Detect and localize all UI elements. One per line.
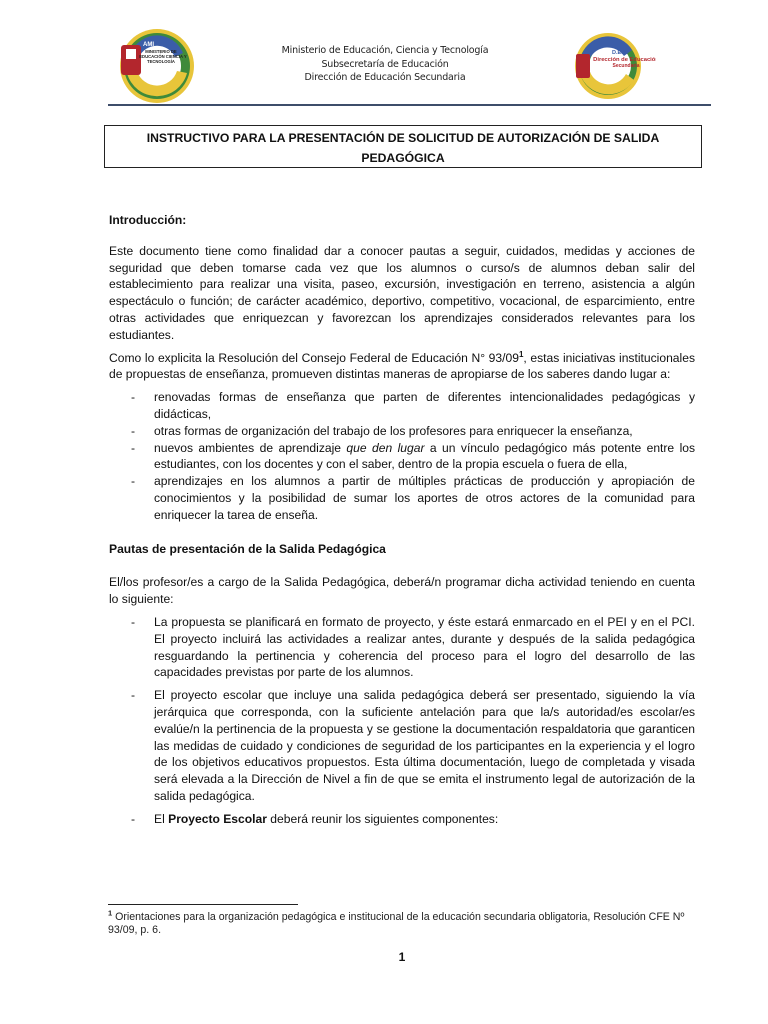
- ministry-seal-icon: [117, 27, 197, 105]
- list-item-strong: Proyecto Escolar: [168, 811, 267, 826]
- letterhead-direction: Dirección de Educación Secundaria: [304, 72, 466, 83]
- letterhead-subsecretary: Subsecretaría de Educación: [321, 58, 449, 70]
- footnote-text: Orientaciones para la organización pedagógica e institucional de la educación secundaria obligatoria, Resolución CFE Nº 93/09, p. 6.: [108, 911, 685, 936]
- list-item-text: El proyecto escolar que incluye una salida pedagógica deberá ser presentado, siguiendo la vía jerárquica que corresponda, con la suficiente antelación para que la/s autoridad/es escolar/es evalúe/n la pertinencia de la propuesta y se gestione la documentación respaldatoria que garanticen las medidas de cuidado y condiciones de seguridad de los participantes en la experiencia y el logro de los objetivos educativos propuestos. Esta última documentación, luego de completada y visada será elevada a la Dirección de Nivel a fin de que se emita el instrumento legal de autorización de la salida pedagógica.: [154, 688, 695, 803]
- letterhead: [240, 44, 530, 85]
- dash-marker: -: [131, 614, 136, 629]
- list-item-text: nuevos ambientes de aprendizaje: [154, 440, 347, 455]
- list-item: [109, 423, 695, 440]
- list-item: [109, 614, 695, 681]
- dash-marker: -: [131, 423, 136, 438]
- dash-marker: -: [131, 688, 136, 703]
- des-logo: [574, 30, 656, 102]
- dash-marker: -: [131, 390, 136, 405]
- svg-text:TECNOLOGÍA: TECNOLOGÍA: [147, 59, 175, 64]
- ministry-logo: [117, 27, 197, 105]
- list-item-text: renovadas formas de enseñanza que parten de diferentes intencionalidades pedagógicas y didácticas,: [154, 390, 695, 421]
- document-title-line2: PEDAGÓGICA: [361, 151, 445, 165]
- footnote-reference: 1: [518, 349, 524, 359]
- list-item-text-rest: deberá reunir los siguientes componentes:: [266, 811, 499, 826]
- document-title-box: [104, 125, 702, 168]
- list-item: [109, 687, 695, 805]
- dash-marker: -: [131, 811, 136, 826]
- pautas-paragraph: El/los profesor/es a cargo de la Salida Pedagógica, deberá/n programar dicha actividad teniendo en cuenta lo siguiente:: [109, 575, 695, 607]
- header-rule: [108, 104, 711, 106]
- intro-paragraph-1: Este documento tiene como finalidad dar a conocer pautas a seguir, cuidados, medidas y acciones de seguridad que deben tomarse cada vez que los alumnos o curso/s de alumnos deban salir del establecimiento para realizar una visita, paseo, excursión, investigación en terreno, asistencia a algún espectáculo o función; de carácter académico, deportivo, competitivo, vocacional, de esparcimiento, entre otras actividades que enriquezcan y favorezcan los aprendizajes considerados relevantes para los estudiantes.: [109, 243, 695, 342]
- dash-marker: -: [131, 440, 136, 455]
- intro-heading: Introducción:: [109, 213, 187, 227]
- intro-bullet-list: [109, 389, 695, 523]
- list-item: [109, 389, 695, 423]
- intro-paragraph-2-text: Como lo explicita la Resolución del Consejo Federal de Educación N° 93/09: [109, 350, 519, 365]
- pautas-heading: Pautas de presentación de la Salida Pedagógica: [109, 541, 386, 556]
- document-title-line1: INSTRUCTIVO PARA LA PRESENTACIÓN DE SOLICITUD DE AUTORIZACIÓN DE SALIDA: [146, 131, 660, 145]
- list-item-emphasis: que den lugar: [346, 440, 425, 455]
- footnote: [108, 908, 698, 937]
- page-number: 1: [398, 950, 406, 964]
- svg-text:Dirección de Educación: Dirección de Educación: [593, 57, 656, 63]
- des-abbr: D.E.S.: [612, 50, 628, 56]
- list-item: [109, 473, 695, 523]
- list-item-text: El: [154, 811, 169, 826]
- document-body: [109, 212, 695, 834]
- list-item: [109, 811, 695, 828]
- list-item: [109, 440, 695, 474]
- svg-text:MINISTERIO DE: MINISTERIO DE: [145, 49, 177, 54]
- dash-marker: -: [131, 474, 136, 489]
- pautas-bullet-list: [109, 614, 695, 828]
- list-item-text: otras formas de organización del trabajo de los profesores para enriquecer la enseñanza,: [154, 423, 633, 438]
- list-item-text: La propuesta se planificará en formato de proyecto, y éste estará enmarcado en el PEI y en el PCI. El proyecto incluirá las actividades a realizar antes, durante y después de la salida pedagógica resguardando la pertinencia y coherencia del proceso para el logro del desarrollo de las capacidades previstas por parte de los alumnos.: [154, 614, 695, 680]
- svg-text:AMI: AMI: [143, 42, 154, 48]
- des-seal-icon: [574, 30, 656, 102]
- footnote-rule: [108, 904, 298, 905]
- intro-paragraph-2: [109, 350, 695, 384]
- list-item-text-rest: a un vínculo pedagógico más potente entre los estudiantes, con los docentes y con el saber, dentro de la propia escuela o fuera de ella,: [154, 440, 696, 472]
- svg-text:EDUCACIÓN CIENCIA Y: EDUCACIÓN CIENCIA Y: [139, 54, 187, 59]
- footnote-mark: 1: [108, 908, 113, 918]
- letterhead-ministry: Ministerio de Educación, Ciencia y Tecnología: [281, 45, 489, 56]
- intro-paragraph-2-rest: , estas iniciativas institucionales de propuestas de enseñanza, promueven distintas maneras de apropiarse de los saberes dando lugar a:: [109, 350, 695, 382]
- list-item-text: aprendizajes en los alumnos a partir de múltiples prácticas de producción y apropiación de conocimientos y la posibilidad de sumar los aportes de otros actores de la comunidad para enriquecer la tarea de enseña.: [154, 474, 695, 522]
- svg-text:Secundaria: Secundaria: [612, 63, 640, 69]
